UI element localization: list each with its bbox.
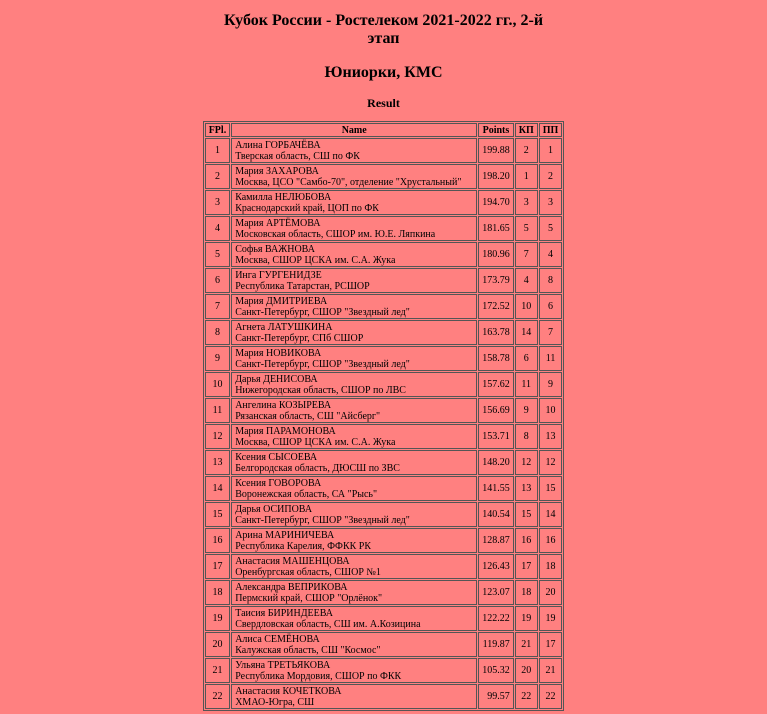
skater-club: Санкт-Петербург, СШОР "Звездный лед" [235,306,410,318]
skater-club: Республика Татарстан, РСШОР [235,280,370,292]
skater-name: Мария ДМИТРИЕВА [235,295,328,307]
place-cell: 2 [205,164,231,189]
name-cell [231,346,477,371]
skater-club: Нижегородская область, СШОР по ЛВС [235,384,406,396]
skater-club: Москва, СШОР ЦСКА им. С.А. Жука [235,254,396,266]
name-cell [231,372,477,397]
table-row [205,398,563,423]
table-row [205,138,563,163]
name-cell [231,138,477,163]
skater-name: Агнета ЛАТУШКИНА [235,321,333,333]
skater-club: Республика Карелия, ФФКК РК [235,540,372,552]
table-row [205,268,563,293]
skater-name: Алиса СЕМЁНОВА [235,633,320,645]
skater-club: Московская область, СШОР им. Ю.Е. Ляпкина [235,228,436,240]
skater-club: Белгородская область, ДЮСШ по ЗВС [235,462,400,474]
name-cell [231,164,477,189]
name-cell [231,450,477,475]
skater-name: Мария АРТЁМОВА [235,217,321,229]
pp-cell: 22 [539,684,563,709]
points-cell: 122.22 [478,606,514,631]
kp-cell: 13 [515,476,538,501]
pp-cell: 20 [539,580,563,605]
name-cell [231,554,477,579]
place-cell: 15 [205,502,231,527]
name-cell [231,320,477,345]
name-cell [231,294,477,319]
pp-cell: 10 [539,398,563,423]
page-title [214,12,554,48]
kp-cell: 4 [515,268,538,293]
points-cell: 141.55 [478,476,514,501]
place-cell: 19 [205,606,231,631]
result-label: Result [367,96,400,110]
pp-cell: 5 [539,216,563,241]
title-line-2: этап [367,30,400,47]
place-cell: 4 [205,216,231,241]
kp-cell: 14 [515,320,538,345]
kp-cell: 8 [515,424,538,449]
pp-cell: 2 [539,164,563,189]
points-cell: 99.57 [478,684,514,709]
table-row [205,580,563,605]
pp-cell: 18 [539,554,563,579]
points-cell: 140.54 [478,502,514,527]
place-cell: 13 [205,450,231,475]
name-cell [231,424,477,449]
kp-cell: 16 [515,528,538,553]
skater-name: Мария ЗАХАРОВА [235,165,319,177]
kp-cell: 12 [515,450,538,475]
points-cell: 172.52 [478,294,514,319]
place-cell: 10 [205,372,231,397]
kp-cell: 19 [515,606,538,631]
points-cell: 148.20 [478,450,514,475]
table-row [205,606,563,631]
kp-cell: 21 [515,632,538,657]
place-cell: 6 [205,268,231,293]
pp-cell: 13 [539,424,563,449]
table-row [205,476,563,501]
category-heading: Юниорки, КМС [324,64,443,81]
name-cell [231,502,477,527]
pp-cell: 8 [539,268,563,293]
pp-cell: 3 [539,190,563,215]
skater-club: Рязанская область, СШ "Айсберг" [235,410,381,422]
place-cell: 20 [205,632,231,657]
kp-cell: 3 [515,190,538,215]
table-row [205,190,563,215]
table-row [205,294,563,319]
points-cell: 153.71 [478,424,514,449]
points-cell: 180.96 [478,242,514,267]
kp-cell: 22 [515,684,538,709]
place-cell: 1 [205,138,231,163]
points-cell: 163.78 [478,320,514,345]
skater-name: Анастасия МАШЕНЦОВА [235,555,350,567]
skater-name: Анастасия КОЧЕТКОВА [235,685,342,697]
name-cell [231,658,477,683]
kp-cell: 9 [515,398,538,423]
table-row [205,216,563,241]
pp-cell: 21 [539,658,563,683]
points-cell: 156.69 [478,398,514,423]
pp-cell: 9 [539,372,563,397]
column-header-points: Points [478,123,514,137]
table-row [205,502,563,527]
skater-name: Таисия БИРИНДЕЕВА [235,607,334,619]
name-cell [231,632,477,657]
table-row [205,528,563,553]
skater-club: ХМАО-Югра, СШ [235,696,315,708]
points-cell: 158.78 [478,346,514,371]
pp-cell: 19 [539,606,563,631]
place-cell: 3 [205,190,231,215]
skater-name: Ксения ГОВОРОВА [235,477,322,489]
pp-cell: 12 [539,450,563,475]
place-cell: 21 [205,658,231,683]
skater-name: Арина МАРИНИЧЕВА [235,529,335,541]
pp-cell: 15 [539,476,563,501]
skater-club: Краснодарский край, ЦОП по ФК [235,202,379,214]
skater-name: Ульяна ТРЕТЬЯКОВА [235,659,331,671]
name-cell [231,398,477,423]
skater-club: Тверская область, СШ по ФК [235,150,360,162]
points-cell: 126.43 [478,554,514,579]
table-row [205,242,563,267]
points-cell: 194.70 [478,190,514,215]
table-row [205,632,563,657]
points-cell: 157.62 [478,372,514,397]
column-header-fpl: FPl. [205,123,231,137]
points-cell: 198.20 [478,164,514,189]
kp-cell: 2 [515,138,538,163]
kp-cell: 15 [515,502,538,527]
name-cell [231,580,477,605]
name-cell [231,476,477,501]
kp-cell: 18 [515,580,538,605]
place-cell: 14 [205,476,231,501]
skater-club: Санкт-Петербург, СПб СШОР [235,332,364,344]
table-row [205,372,563,397]
kp-cell: 20 [515,658,538,683]
kp-cell: 5 [515,216,538,241]
pp-cell: 14 [539,502,563,527]
skater-name: Алина ГОРБАЧЁВА [235,139,321,151]
kp-cell: 11 [515,372,538,397]
place-cell: 18 [205,580,231,605]
column-header-pp: ПП [539,123,563,137]
kp-cell: 7 [515,242,538,267]
place-cell: 5 [205,242,231,267]
skater-name: Софья ВАЖНОВА [235,243,315,255]
results-table [203,121,565,711]
pp-cell: 16 [539,528,563,553]
name-cell [231,684,477,709]
skater-club: Москва, СШОР ЦСКА им. С.А. Жука [235,436,396,448]
name-cell [231,528,477,553]
column-header-name: Name [231,123,477,137]
title-line-1: Кубок России - Ростелеком 2021-2022 гг., 2-й [223,12,544,29]
table-row [205,346,563,371]
place-cell: 7 [205,294,231,319]
pp-cell: 1 [539,138,563,163]
pp-cell: 11 [539,346,563,371]
skater-club: Санкт-Петербург, СШОР "Звездный лед" [235,514,410,526]
points-cell: 123.07 [478,580,514,605]
skater-name: Ангелина КОЗЫРЕВА [235,399,332,411]
name-cell [231,242,477,267]
points-cell: 173.79 [478,268,514,293]
skater-club: Республика Мордовия, СШОР по ФКК [235,670,402,682]
points-cell: 181.65 [478,216,514,241]
place-cell: 22 [205,684,231,709]
skater-name: Ксения СЫСОЕВА [235,451,318,463]
table-row [205,684,563,709]
name-cell [231,268,477,293]
pp-cell: 7 [539,320,563,345]
pp-cell: 17 [539,632,563,657]
kp-cell: 17 [515,554,538,579]
points-cell: 128.87 [478,528,514,553]
skater-club: Свердловская область, СШ им. А.Козицина [235,618,421,630]
table-row [205,450,563,475]
skater-name: Дарья ДЕНИСОВА [235,373,318,385]
column-header-kp: КП [515,123,538,137]
name-cell [231,216,477,241]
place-cell: 17 [205,554,231,579]
table-row [205,424,563,449]
skater-club: Оренбургская область, СШОР №1 [235,566,381,578]
skater-club: Санкт-Петербург, СШОР "Звездный лед" [235,358,410,370]
skater-name: Камилла НЕЛЮБОВА [235,191,332,203]
place-cell: 9 [205,346,231,371]
skater-name: Инга ГУРГЕНИДЗЕ [235,269,322,281]
name-cell [231,190,477,215]
skater-name: Мария ПАРАМОНОВА [235,425,336,437]
points-cell: 199.88 [478,138,514,163]
skater-club: Москва, ЦСО "Самбо-70", отделение "Хрустальный" [235,176,462,188]
place-cell: 11 [205,398,231,423]
kp-cell: 6 [515,346,538,371]
pp-cell: 6 [539,294,563,319]
name-cell [231,606,477,631]
skater-club: Пермский край, СШОР "Орлёнок" [235,592,383,604]
kp-cell: 1 [515,164,538,189]
kp-cell: 10 [515,294,538,319]
skater-name: Дарья ОСИПОВА [235,503,313,515]
skater-club: Воронежская область, СА "Рысь" [235,488,378,500]
skater-name: Александра ВЕПРИКОВА [235,581,348,593]
table-row [205,164,563,189]
table-row [205,320,563,345]
points-cell: 105.32 [478,658,514,683]
table-header-row [205,123,563,137]
place-cell: 8 [205,320,231,345]
skater-club: Калужская область, СШ "Космос" [235,644,381,656]
table-row [205,554,563,579]
skater-name: Мария НОВИКОВА [235,347,322,359]
place-cell: 12 [205,424,231,449]
pp-cell: 4 [539,242,563,267]
points-cell: 119.87 [478,632,514,657]
place-cell: 16 [205,528,231,553]
table-row [205,658,563,683]
